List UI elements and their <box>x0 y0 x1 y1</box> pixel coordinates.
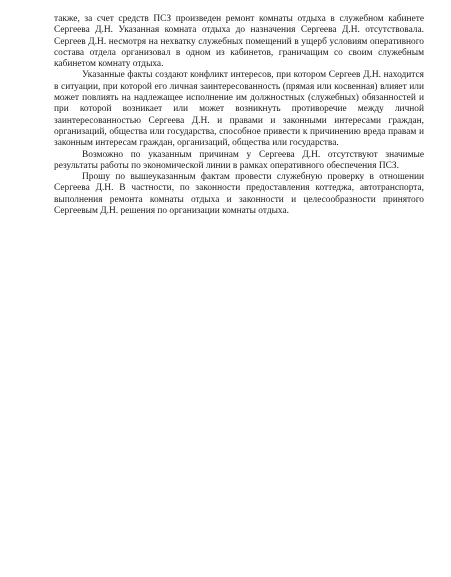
paragraph-3: Возможно по указанным причинам у Сергеева Д.Н. отсутствуют значимые результаты работы по экономической линии в рамках оперативного обеспечения ПСЗ. <box>54 149 424 171</box>
paragraph-2: Указанные факты создают конфликт интересов, при котором Сергеев Д.Н. находится в ситуации, при которой его личная заинтересованность (прямая или косвенная) влияет или может повлиять на надлежащее исполнение им должностных (служебных) обязанностей и при которой возникает или может возникнуть противоречие между личной заинтересованностью Сергеева Д.Н. и правами и законными интересами граждан, организаций, общества или государства, способное привести к причинению вреда правам и законным интересам граждан, организаций, общества или государства. <box>54 70 424 149</box>
document-body <box>54 14 424 217</box>
paragraph-4: Прошу по вышеуказанным фактам провести служебную проверку в отношении Сергеева Д.Н. В частности, по законности предоставления коттеджа, автотранспорта, выполнения ремонта комнаты отдыха и законности и целесообразности принятого Сергеевым Д.Н. решения по организации комнаты отдыха. <box>54 172 424 217</box>
paragraph-1: также, за счет средств ПСЗ произведен ремонт комнаты отдыха в служебном кабинете Сергеева Д.Н. Указанная комната отдыха до назначения Сергеева Д.Н. отсутствовала. Сергеев Д.Н. несмотря на нехватку служебных помещений в ущерб условиям оперативного состава отдела организовал в одном из кабинетов, граничащим со своим служебным кабинетом комнату отдыха. <box>54 14 424 70</box>
